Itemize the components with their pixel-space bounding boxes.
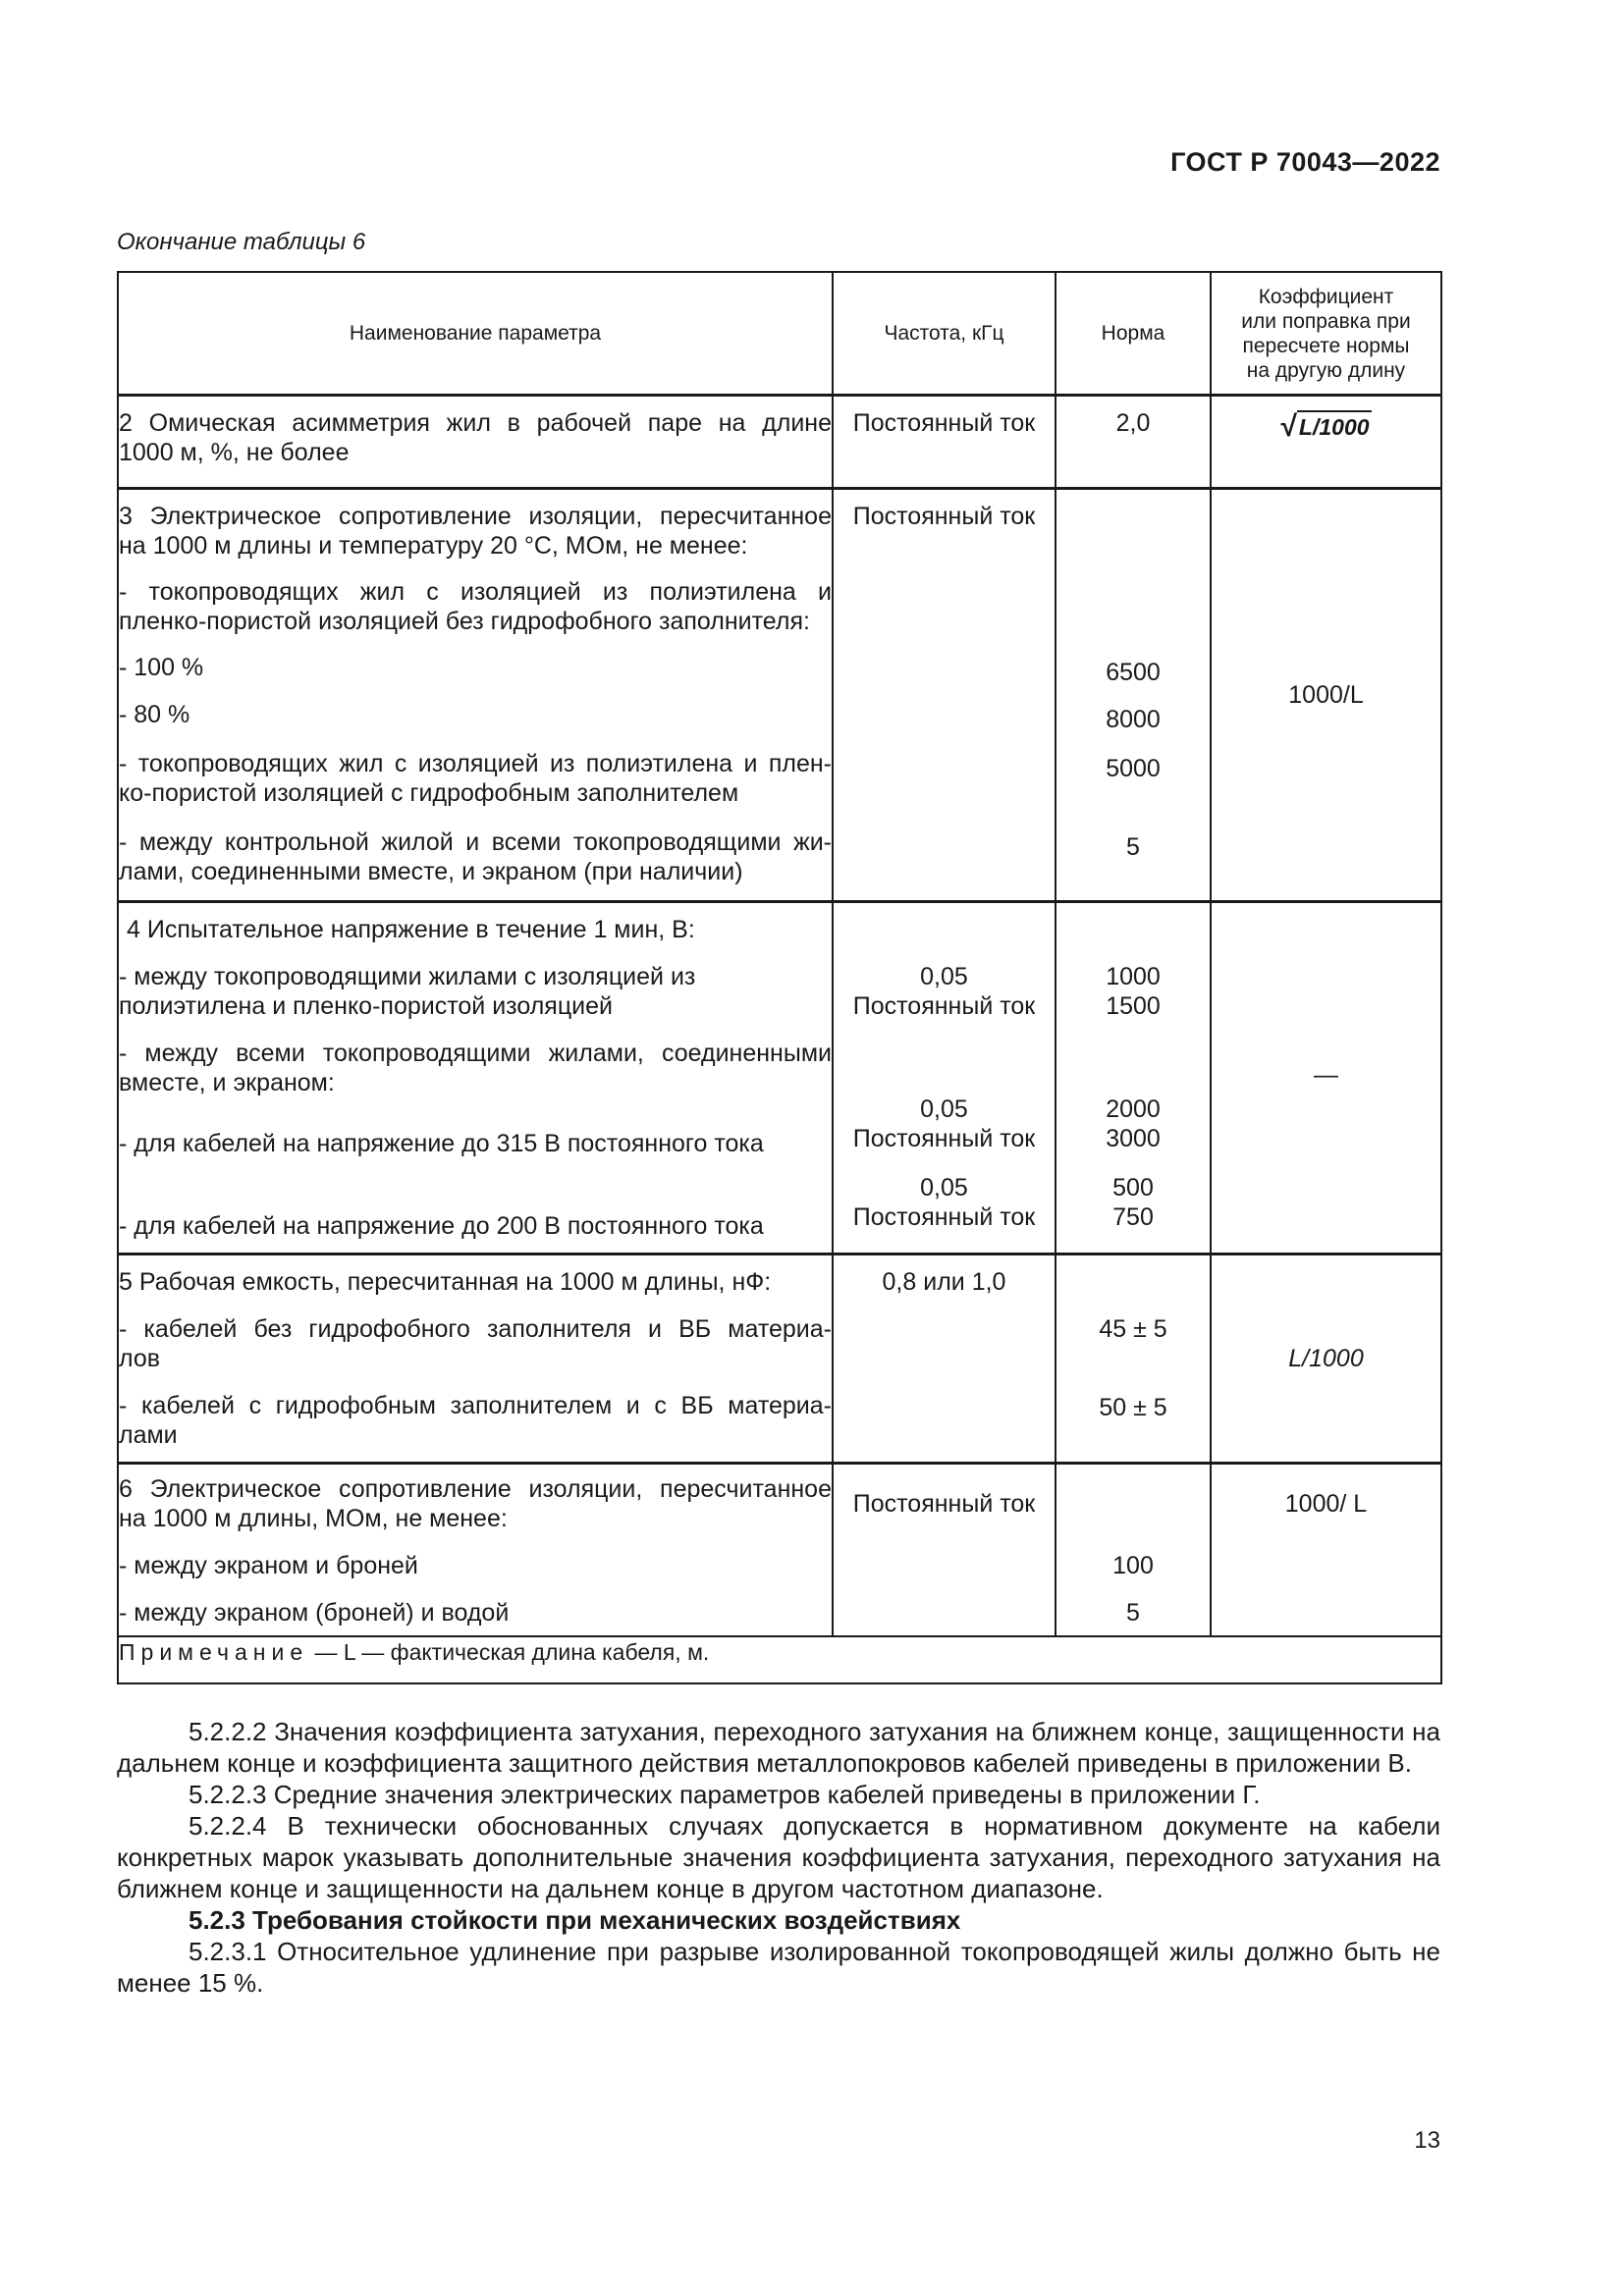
column-header-param: Наименование параметра <box>118 272 833 396</box>
column-header-coef: Коэффициент или поправка при пересчете нормы на другую длину <box>1211 272 1441 396</box>
cell-param: 5 Рабочая емкость, пересчитанная на 1000 м длины, нФ: - кабелей без гидрофобного заполнителя и ВБ материа- лов - кабелей с гидрофобным заполнителем и с ВБ материа- лами <box>118 1255 833 1464</box>
table-row <box>118 396 1441 489</box>
cell-freq: 0,05 Постоянный ток 0,05 Постоянный ток 0,05 Постоянный ток <box>833 902 1056 1255</box>
cell-param: 6 Электрическое сопротивление изоляции, пересчитанное на 1000 м длины, МОм, не менее: - между экраном и броней - между экраном (броней) и водой <box>118 1464 833 1637</box>
cell-coef: 1000/L <box>1211 489 1441 902</box>
note-label: Примечание <box>119 1639 309 1665</box>
cell-norm: 1000 1500 2000 3000 500 750 <box>1056 902 1211 1255</box>
paragraph-5-2-3-1: 5.2.3.1 Относительное удлинение при разрыве изолированной токопроводящей жилы должно быть не менее 15 %. <box>117 1937 1440 1998</box>
row-group-6 <box>118 1464 1441 1684</box>
section-heading-5-2-3: 5.2.3 Требования стойкости при механических воздействиях <box>189 1905 961 1935</box>
cell-param: 3 Электрическое сопротивление изоляции, пересчитанное на 1000 м длины и температуру 20 °С, МОм, не менее: - токопроводящих жил с изоляцией из полиэтилена и пленко-пористой изоляцией без гидрофобного заполнителя: - 100 % - 80 % - токопроводящих жил с изоляцией из полиэтилена и плен- ко-пористой изоляцией с гидрофобным заполнителем - между контрольной жилой и всеми токопроводящими жи- лами, соединенными вместе, и экраном (при наличии) <box>118 489 833 902</box>
column-header-norm: Норма <box>1056 272 1211 396</box>
cell-coef <box>1211 396 1441 489</box>
row-group-5 <box>118 1255 1441 1464</box>
column-header-freq: Частота, кГц <box>833 272 1056 396</box>
row-group-2 <box>118 396 1441 489</box>
cell-freq: Постоянный ток <box>833 396 1056 489</box>
cell-param: 2 Омическая асимметрия жил в рабочей паре на длине 1000 м, %, не более <box>118 396 833 489</box>
row-group-3 <box>118 489 1441 902</box>
paragraph-5-2-2-3: 5.2.2.3 Средние значения электрических параметров кабелей приведены в приложении Г. <box>189 1780 1261 1809</box>
table-row <box>118 1464 1441 1637</box>
body-text <box>117 1716 1440 1999</box>
document-code: ГОСТ Р 70043—2022 <box>1170 147 1440 177</box>
table-note <box>118 1636 1441 1683</box>
note-text: — L — фактическая длина кабеля, м. <box>314 1639 710 1665</box>
table-caption: Окончание таблицы 6 <box>117 229 366 255</box>
cell-coef: 1000/ L <box>1211 1464 1441 1637</box>
cell-norm: 2,0 <box>1056 396 1211 489</box>
cell-param: 4 Испытательное напряжение в течение 1 мин, В: - между токопроводящими жилами с изоляцией из полиэтилена и пленко-пористой изоляцией - между всеми токопроводящими жилами, соединенными вместе, и экраном: - для кабелей на напряжение до 315 В постоянного тока - для кабелей на напряжение до 200 В постоянного тока <box>118 902 833 1255</box>
cell-freq: Постоянный ток <box>833 1464 1056 1637</box>
cell-norm: 45 ± 5 50 ± 5 <box>1056 1255 1211 1464</box>
cell-freq: 0,8 или 1,0 <box>833 1255 1056 1464</box>
page-number: 13 <box>1414 2127 1440 2154</box>
paragraph-5-2-2-2: 5.2.2.2 Значения коэффициента затухания, переходного затухания на ближнем конце, защищенности на дальнем конце и коэффициента защитного действия металлопокровов кабелей приведены в приложении В. <box>117 1717 1440 1778</box>
table-row <box>118 1255 1441 1464</box>
cell-norm: 6500 8000 5000 5 <box>1056 489 1211 902</box>
row-group-4 <box>118 902 1441 1255</box>
parameters-table <box>117 271 1442 1684</box>
table-header-row <box>118 272 1441 396</box>
cell-norm: 100 5 <box>1056 1464 1211 1637</box>
sqrt-formula: √ L/1000 <box>1280 410 1370 443</box>
table-note-row <box>118 1636 1441 1683</box>
paragraph-5-2-2-4: 5.2.2.4 В технически обоснованных случаях допускается в нормативном документе на кабели конкретных марок указывать дополнительные значения коэффициента затухания, переходного затухания на ближнем конце и защищенности на дальнем конце в другом частотном диапазоне. <box>117 1811 1440 1903</box>
cell-coef: — <box>1211 902 1441 1255</box>
cell-coef: L/1000 <box>1211 1255 1441 1464</box>
table-row <box>118 902 1441 1255</box>
cell-freq: Постоянный ток <box>833 489 1056 902</box>
table-row <box>118 489 1441 902</box>
